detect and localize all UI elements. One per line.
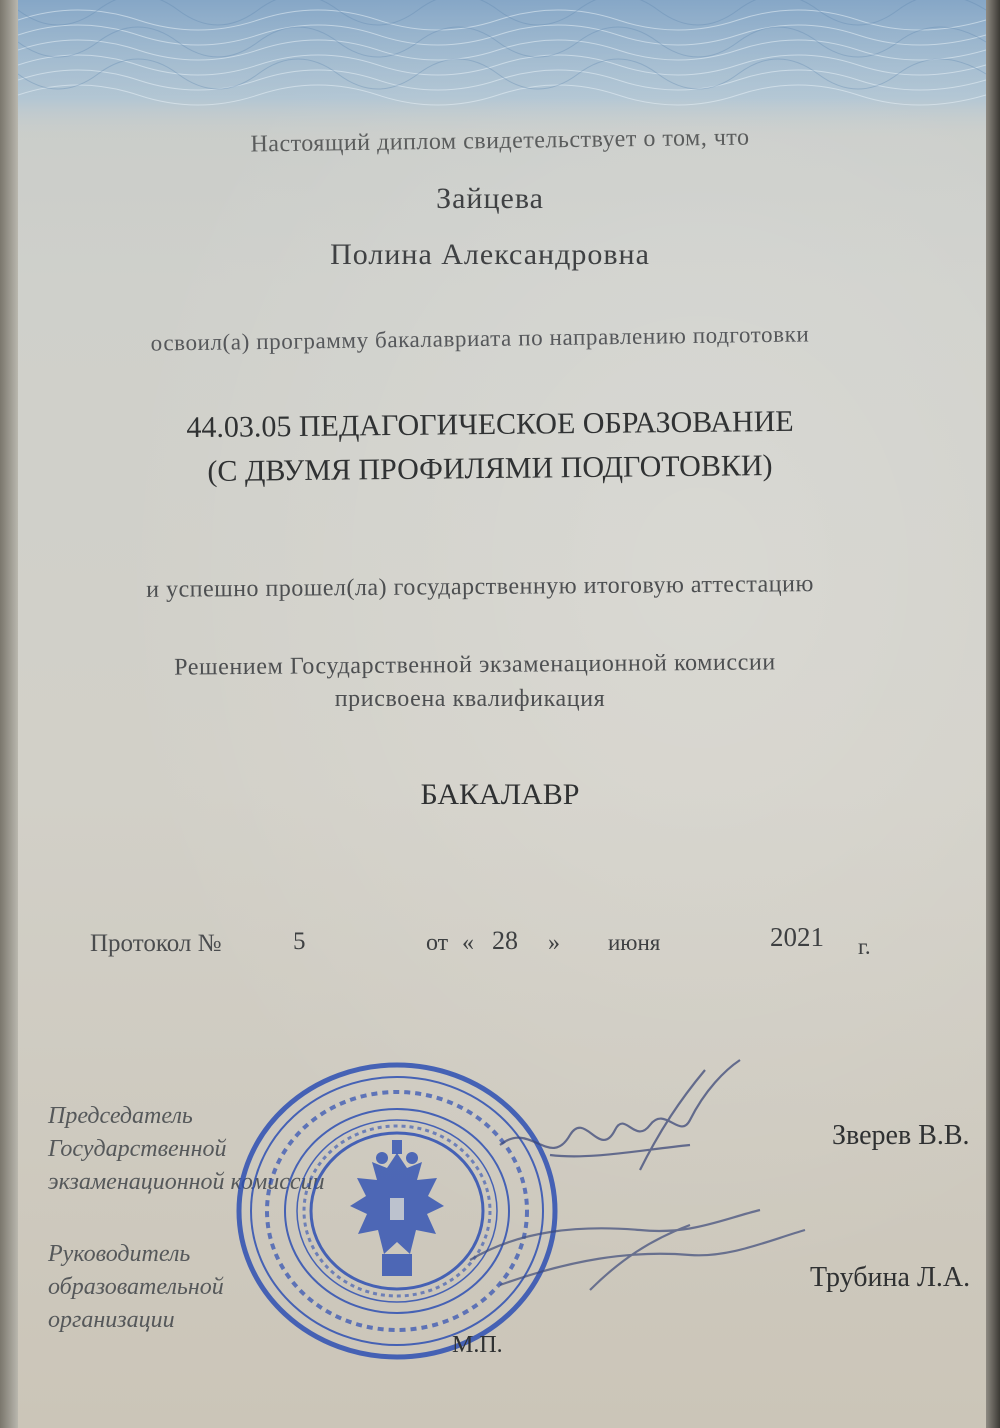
program-text: освоил(а) программу бакалавриата по направлению подготовки xyxy=(150,321,810,356)
year-suffix: г. xyxy=(858,934,871,959)
guilloche-pattern xyxy=(18,0,986,140)
protocol-number: 5 xyxy=(293,928,306,955)
date-quote-close: » xyxy=(548,930,560,956)
chair-signature xyxy=(490,1050,760,1190)
protocol-label: Протокол № xyxy=(90,930,222,957)
specialty-line-2: (С ДВУМЯ ПРОФИЛЯМИ ПОДГОТОВКИ) xyxy=(207,449,773,488)
diploma-intro: Настоящий диплом свидетельствует о том, что xyxy=(250,124,750,158)
chair-label-line: экзаменационной комиссии xyxy=(48,1169,325,1195)
protocol-year: 2021 xyxy=(770,922,824,952)
protocol-month: июня xyxy=(608,930,661,955)
graduate-given-names: Полина Александровна xyxy=(330,238,650,271)
qualification: БАКАЛАВР xyxy=(420,778,580,811)
attestation-text: и успешно прошел(ла) государственную итоговую аттестацию xyxy=(146,571,814,603)
head-name: Трубина Л.А. xyxy=(810,1262,971,1293)
decision-line-1: Решением Государственной экзаменационной комиссии xyxy=(174,649,776,681)
date-quote-open: « xyxy=(462,930,474,956)
chair-label-line: Государственной xyxy=(48,1136,227,1162)
decision-line-2: присвоена квалификация xyxy=(334,686,606,712)
chair-label-line: Председатель xyxy=(48,1103,193,1129)
graduate-surname: Зайцева xyxy=(436,182,544,215)
protocol-day: 28 xyxy=(492,926,518,955)
date-from-label: от xyxy=(426,930,449,956)
head-signature xyxy=(460,1190,820,1310)
stamp-place-mark: М.П. xyxy=(452,1332,503,1358)
head-label-line: Руководитель образовательной xyxy=(48,1241,224,1300)
head-label-line: организации xyxy=(48,1307,175,1333)
specialty-line-1: 44.03.05 ПЕДАГОГИЧЕСКОЕ ОБРАЗОВАНИЕ xyxy=(186,404,794,445)
chair-name: Зверев В.В. xyxy=(832,1120,970,1151)
